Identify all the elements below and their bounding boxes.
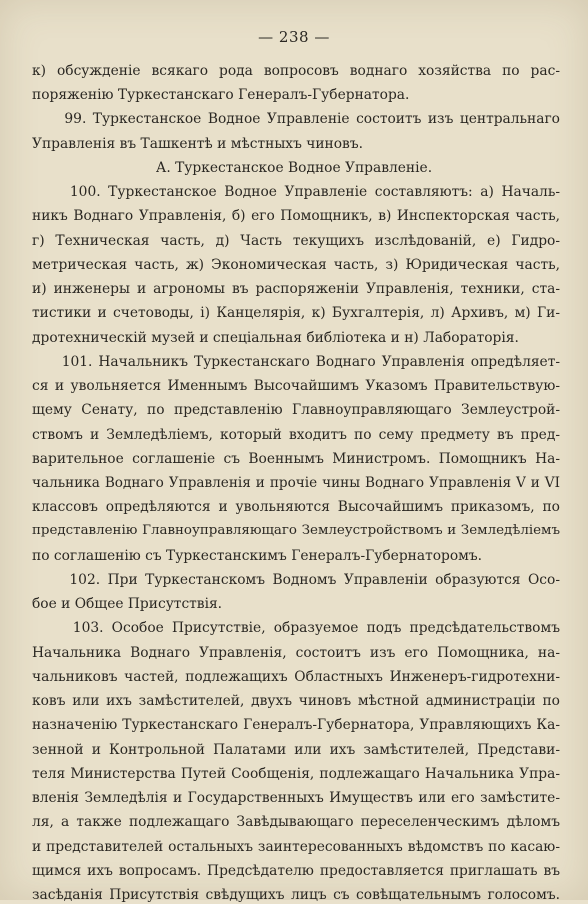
text-line: чальника Воднаго Управленія и прочіе чины Воднаго Управленія V и VI bbox=[32, 475, 560, 491]
text-line: к) обсужденіе всякаго рода вопросовъ воднаго хозяйства по рас- bbox=[32, 63, 560, 79]
text-line: варительное соглашеніе съ Военнымъ Министромъ. Помощникъ На- bbox=[32, 450, 560, 467]
text-line: бое и Общее Присутствія. bbox=[32, 596, 223, 613]
text-line: вленія Земледѣлія и Государственныхъ Имуществъ или его замѣстите- bbox=[32, 790, 560, 807]
text-line: 101. Начальникъ Туркестанскаго Воднаго Управленія опредѣляет- bbox=[32, 353, 560, 370]
text-line: Управленія въ Ташкентѣ и мѣстныхъ чиновъ. bbox=[32, 135, 363, 152]
text-line: засѣданія Присутствія свѣдущихъ лицъ съ совѣщательнымъ голосомъ. bbox=[32, 887, 560, 903]
text-line: г) Техническая часть, д) Часть текущихъ изслѣдованій, е) Гидро- bbox=[32, 232, 560, 249]
text-line: ствомъ и Земледѣліемъ, который входитъ по сему предмету въ пред- bbox=[32, 426, 560, 443]
text-line: 103. Особое Присутствіе, образуемое подъ предсѣдательствомъ bbox=[32, 620, 560, 637]
text-line: ковъ или ихъ замѣстителей, двухъ чиновъ мѣстной администраціи по bbox=[32, 693, 560, 710]
text-line: зенной и Контрольной Палатами или ихъ замѣстителей, Представи- bbox=[32, 741, 560, 758]
text-line: чальниковъ частей, подлежащихъ Областныхъ Инженеръ-гидротехни- bbox=[32, 668, 560, 685]
section-heading: А. Туркестанское Водное Управленіе. bbox=[155, 159, 433, 176]
text-line: никъ Воднаго Управленія, б) его Помощникъ, в) Инспекторская часть, bbox=[32, 208, 560, 225]
text-line: метрическая часть, ж) Экономическая часть, з) Юридическая часть, bbox=[32, 256, 560, 273]
text-line: назначенію Туркестанскаго Генералъ-Губернатора, Управляющихъ Ка- bbox=[32, 717, 560, 734]
page-number: — 238 — bbox=[258, 28, 330, 46]
text-line: дротехническій музей и спеціальная библіотека и н) Лабораторія. bbox=[32, 329, 519, 346]
text-line: 102. При Туркестанскомъ Водномъ Управленіи образуются Осо- bbox=[32, 571, 560, 588]
text-line: щему Сенату, по представленію Главноуправляющаго Землеустрой- bbox=[32, 402, 560, 419]
text-line: Начальника Воднаго Управленія, состоитъ изъ его Помощника, на- bbox=[32, 644, 560, 661]
text-line: классовъ опредѣляются и увольняются Высочайшимъ приказомъ, по bbox=[32, 499, 560, 516]
text-line: ля, а также подлежащаго Завѣдывающаго переселенческимъ дѣломъ bbox=[32, 814, 560, 831]
text-line: поряженію Туркестанскаго Генералъ-Губернатора. bbox=[32, 87, 410, 104]
text-line: 99. Туркестанское Водное Управленіе состоитъ изъ центральнаго bbox=[32, 111, 560, 128]
text-line: представленію Главноуправляющаго Землеустройствомъ и Земледѣліемъ bbox=[32, 523, 560, 539]
text-line: теля Министерства Путей Сообщенія, подлежащаго Начальника Упра- bbox=[32, 765, 560, 782]
text-line: ся и увольняется Именнымъ Высочайшимъ Указомъ Правительствую- bbox=[32, 378, 560, 395]
text-line: и) инженеры и агрономы въ распоряженіи Управленія, техники, ста- bbox=[32, 281, 560, 298]
text-line: и представителей остальныхъ заинтересованныхъ вѣдомствъ по касаю- bbox=[32, 838, 560, 855]
text-line: по соглашенію съ Туркестанскимъ Генералъ-Губернаторомъ. bbox=[32, 547, 483, 564]
text-line: тистики и счетоводы, і) Канцелярія, к) Бухгалтерія, л) Архивъ, м) Ги- bbox=[32, 305, 560, 322]
text-line: щимся ихъ вопросамъ. Предсѣдателю предоставляется приглашать въ bbox=[32, 862, 560, 879]
text-line: 100. Туркестанское Водное Управленіе составляютъ: а) Началь- bbox=[32, 184, 560, 201]
